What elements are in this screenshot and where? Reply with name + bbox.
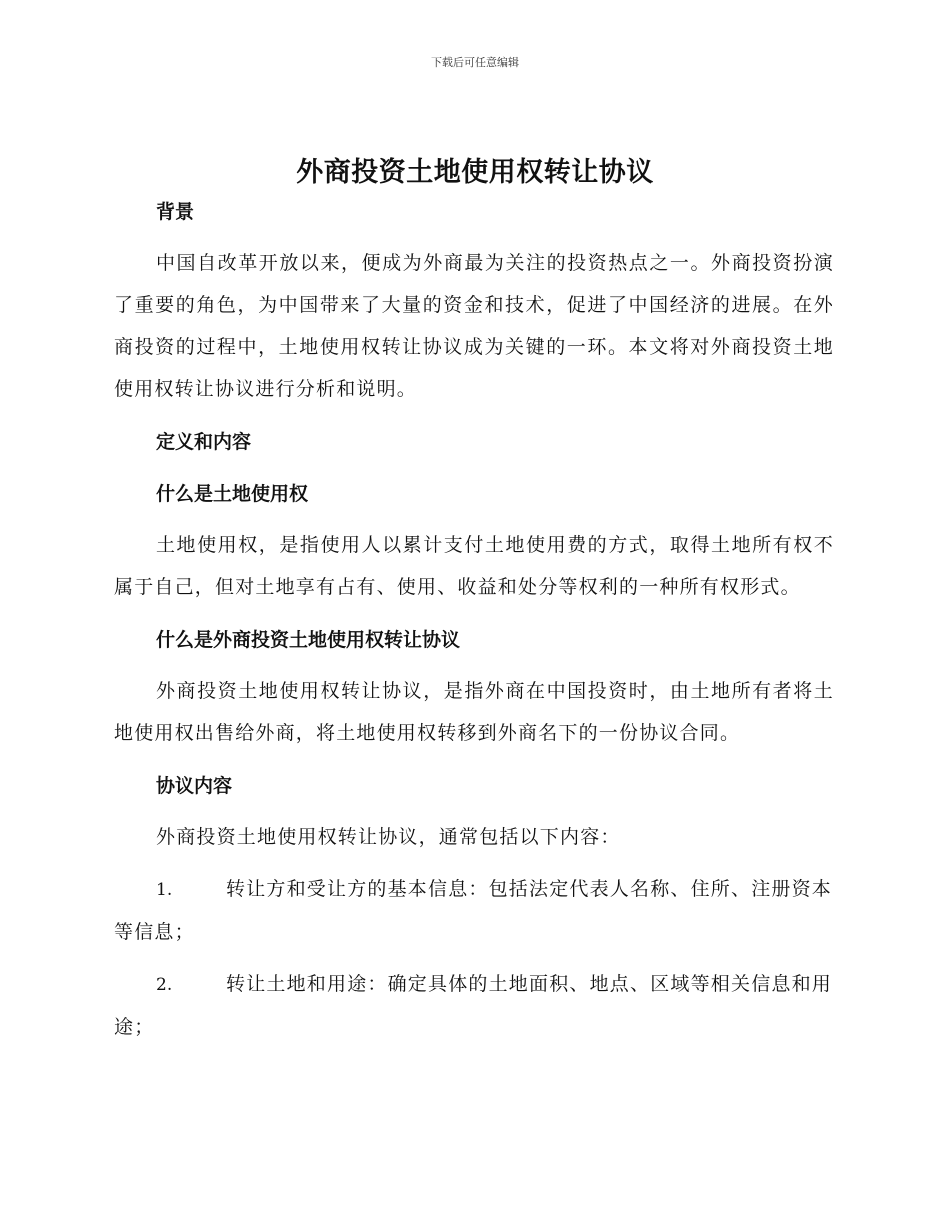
document-title: 外商投资土地使用权转让协议 xyxy=(296,157,654,188)
heading-agreement-content: 协议内容 xyxy=(156,775,233,797)
document-body xyxy=(114,190,834,1048)
list-item-number: 1. xyxy=(156,880,173,900)
list-item xyxy=(114,963,834,1048)
paragraph-agreement-definition: 外商投资土地使用权转让协议，是指外商在中国投资时，由土地所有者将土地使用权出售给外商，将土地使用权转移到外商名下的一份协议合同。 xyxy=(114,680,834,744)
list-item-text: 转让方和受让方的基本信息：包括法定代表人名称、住所、注册资本等信息； xyxy=(114,878,833,943)
heading-land-use: 什么是土地使用权 xyxy=(156,483,309,505)
heading-background: 背景 xyxy=(156,201,195,223)
list-item-text: 转让土地和用途：确定具体的土地面积、地点、区域等相关信息和用途； xyxy=(114,973,833,1038)
heading-agreement-definition: 什么是外商投资土地使用权转让协议 xyxy=(156,629,461,651)
paragraph-land-use: 土地使用权，是指使用人以累计支付土地使用费的方式，取得土地所有权不属于自己，但对土地享有占有、使用、收益和处分等权利的一种所有权形式。 xyxy=(114,534,834,598)
heading-definition: 定义和内容 xyxy=(156,431,252,453)
list-item-number: 2. xyxy=(156,975,173,995)
paragraph-agreement-intro: 外商投资土地使用权转让协议，通常包括以下内容： xyxy=(156,826,621,848)
header-note: 下载后可任意编辑 xyxy=(431,56,519,69)
list-item xyxy=(114,868,834,953)
paragraph-background: 中国自改革开放以来，便成为外商最为关注的投资热点之一。外商投资扮演了重要的角色，为中国带来了大量的资金和技术，促进了中国经济的进展。在外商投资的过程中，土地使用权转让协议成为关键的一环。本文将对外商投资土地使用权转让协议进行分析和说明。 xyxy=(114,252,834,400)
